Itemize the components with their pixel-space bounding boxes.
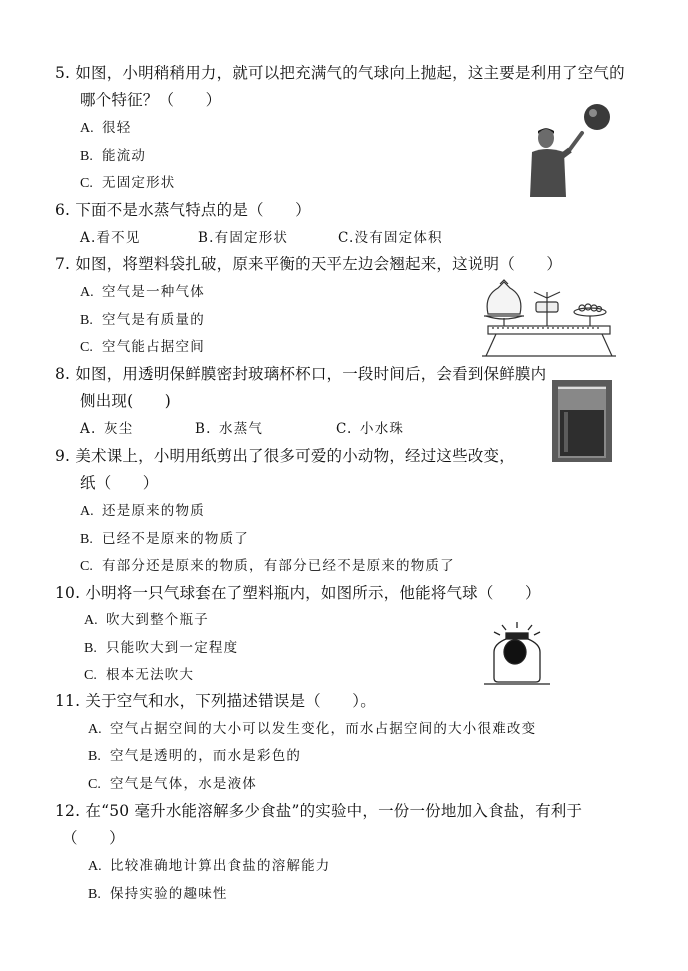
question-9-stem: 9. 美术课上，小明用纸剪出了很多可爱的小动物，经过这些改变， (55, 447, 515, 465)
question-6-option-c[interactable]: C.没有固定体积 (338, 230, 443, 246)
question-11-option-c[interactable]: C. 空气是气体，水是液体 (88, 776, 257, 792)
question-12-stem-cont: （ ） (62, 829, 125, 847)
question-8-stem-cont: 侧出现( ) (80, 392, 171, 410)
question-11-option-b[interactable]: B. 空气是透明的，而水是彩色的 (88, 748, 302, 764)
question-12-option-a[interactable]: A. 比较准确地计算出食盐的溶解能力 (88, 858, 331, 874)
question-8-option-a[interactable]: A. 灰尘 (80, 421, 134, 437)
question-12-stem: 12. 在“50 毫升水能溶解多少食盐”的实验中，一份一份地加入食盐，有利于 (55, 802, 583, 820)
question-7-stem: 7. 如图，将塑料袋扎破，原来平衡的天平左边会翘起来，这说明（ ） (55, 255, 563, 273)
question-9-option-a[interactable]: A. 还是原来的物质 (80, 503, 205, 519)
question-5-stem-cont: 哪个特征？（ ） (80, 91, 222, 109)
question-10-option-a[interactable]: A. 吹大到整个瓶子 (84, 612, 209, 628)
question-7-option-a[interactable]: A. 空气是一种气体 (80, 284, 205, 300)
question-5-stem: 5. 如图，小明稍稍用力，就可以把充满气的气球向上抛起，这主要是利用了空气的 (55, 64, 625, 82)
question-6-options (80, 228, 480, 248)
balance-scale-image (478, 278, 620, 360)
question-9-option-c[interactable]: C. 有部分还是原来的物质，有部分已经不是原来的物质了 (80, 558, 455, 574)
question-9-option-b[interactable]: B. 已经不是原来的物质了 (80, 531, 249, 547)
question-8-option-c[interactable]: C. 小水珠 (336, 421, 405, 437)
question-5-option-b[interactable]: B. 能流动 (80, 148, 147, 164)
question-5-option-a[interactable]: A. 很轻 (80, 120, 132, 136)
question-6-option-b[interactable]: B.有固定形状 (198, 230, 289, 246)
question-7-option-c[interactable]: C. 空气能占据空间 (80, 339, 205, 355)
question-11-option-a[interactable]: A. 空气占据空间的大小可以发生变化，而水占据空间的大小很难改变 (88, 721, 537, 737)
question-8-options (80, 419, 480, 439)
sealed-glass-photo (552, 380, 612, 462)
question-8-stem: 8. 如图，用透明保鲜膜密封玻璃杯杯口，一段时间后，会看到保鲜膜内 (55, 365, 547, 383)
question-8-option-b[interactable]: B. 水蒸气 (195, 421, 264, 437)
question-10-option-b[interactable]: B. 只能吹大到一定程度 (84, 640, 239, 656)
question-6-option-a[interactable]: A.看不见 (80, 230, 141, 246)
question-12-option-b[interactable]: B. 保持实验的趣味性 (88, 886, 228, 902)
question-11-stem: 11. 关于空气和水，下列描述错误是（ ）。 (55, 692, 376, 710)
question-10-stem: 10. 小明将一只气球套在了塑料瓶内，如图所示，他能将气球（ ） (55, 584, 541, 602)
question-9-stem-cont: 纸（ ） (80, 474, 159, 492)
question-5-option-c[interactable]: C. 无固定形状 (80, 175, 176, 191)
question-7-option-b[interactable]: B. 空气是有质量的 (80, 312, 205, 328)
question-10-option-c[interactable]: C. 根本无法吹大 (84, 667, 195, 683)
question-6-stem: 6. 下面不是水蒸气特点的是（ ） (55, 201, 311, 219)
balloon-in-bottle-image (482, 622, 552, 686)
boy-throwing-balloon-image (524, 100, 616, 198)
